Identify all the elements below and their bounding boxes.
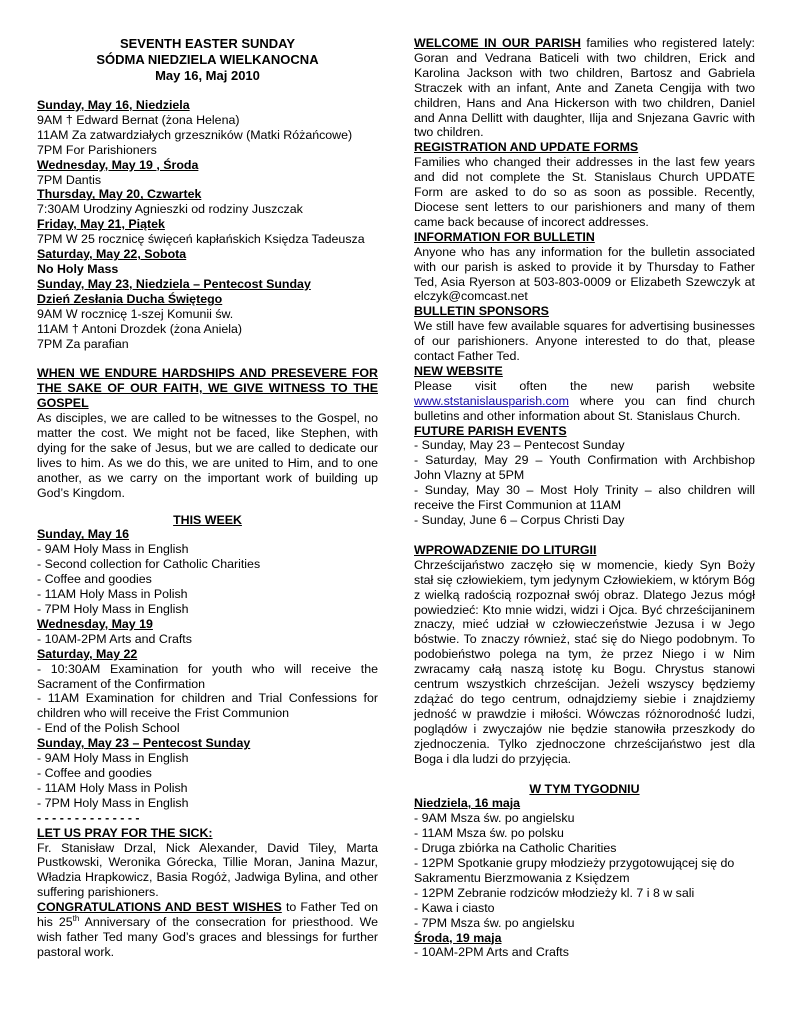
list-item: - 10AM-2PM Arts and Crafts: [414, 945, 569, 960]
list-item: - 9AM Msza św. po angielsku: [414, 811, 575, 826]
week-day-heading: Wednesday, May 19: [37, 616, 153, 631]
this-week-heading: THIS WEEK: [173, 512, 242, 527]
polish-week-heading: W TYM TYGODNIU: [529, 781, 640, 796]
header-line-2: SÓDMA NIEDZIELA WIELKANOCNA: [96, 52, 319, 67]
list-item: - 7PM Holy Mass in English: [37, 602, 189, 616]
week-day-heading: Sunday, May 23 – Pentecost Sunday: [37, 736, 251, 751]
mass-schedule: [37, 98, 378, 351]
list-item: - 9AM Holy Mass in English: [37, 751, 189, 766]
congrats-sup: th: [72, 913, 80, 923]
list-item: - 7PM Holy Mass in English: [37, 795, 189, 810]
week-day-list: [37, 751, 378, 811]
sponsors-heading: BULLETIN SPONSORS: [414, 304, 549, 319]
header-line-1: SEVENTH EASTER SUNDAY: [119, 36, 296, 51]
list-item: - 12PM Zebranie rodziców młodzieży kl. 7 i 8 w sali: [414, 885, 695, 900]
list-item: - Sunday, May 30 – Most Holy Trinity – also children will receive the First Communion at 11AM: [414, 483, 755, 513]
website-link[interactable]: www.ststanislausparish.com: [414, 393, 569, 408]
mass-entry: 9AM W rocznicę 1-szej Komunii św.: [37, 306, 234, 321]
registration-body: Families who changed their addresses in the last few years and did not complete the St. Stanislaus Church UPDATE Form are asked to do so as soon as possible. Recently, Diocese sent letters to our parishioners and many of them came back because of incorect addresses.: [414, 155, 755, 229]
list-item: - 11AM Holy Mass in Polish: [37, 587, 188, 602]
welcome-heading: WELCOME IN OUR PARISH: [414, 36, 581, 50]
list-item: - Sunday, May 23 – Pentecost Sunday: [414, 438, 625, 453]
congrats-paragraph: [37, 900, 378, 960]
left-column: [37, 36, 378, 960]
list-item: - Coffee and goodies: [37, 572, 152, 587]
events-heading: FUTURE PARISH EVENTS: [414, 423, 567, 438]
list-item: - End of the Polish School: [37, 721, 180, 736]
mass-entry: 7PM Dantis: [37, 172, 102, 187]
mass-entry: 11AM † Antoni Drozdek (żona Aniela): [37, 321, 243, 336]
mass-entry: 7:30AM Urodziny Agnieszki od rodziny Juszczak: [37, 202, 303, 217]
sick-body: Fr. Stanisław Drzal, Nick Alexander, David Tiley, Marta Pustkowski, Weronika Górecka, Tillie Moran, Janina Mazur, Władzia Hrapkowicz, Basia Rogóż, Jadwiga Bylina, and other suffering parishioners.: [37, 840, 378, 900]
mass-day-heading: Sunday, May 16, Niedziela: [37, 98, 190, 112]
mass-day-heading: Sunday, May 23, Niedziela – Pentecost Sunday: [37, 276, 311, 291]
reflection-body: As disciples, we are called to be witnesses to the Gospel, no matter the cost. We might not be faced, like Stephen, with dying for the sake of Jesus, but we are called to dedicate our lives to him. As we do this, we are united to Him, and to one another, as we carry on the important work of building up God’s Kingdom.: [37, 411, 378, 500]
website-text-1: Please visit often the new parish website: [414, 378, 755, 393]
week-day-list: [37, 632, 378, 647]
polish-day-heading: Środa, 19 maja: [414, 930, 502, 945]
list-item: - Sunday, June 6 – Corpus Christi Day: [414, 513, 625, 527]
mass-entry: 11AM Za zatwardziałych grzeszników (Matki Różańcowe): [37, 127, 353, 142]
bulletin-info-body: Anyone who has any information for the bulletin associated with our parish is asked to provide it by Thursday to Father Ted, Asia Ryerson at 503-803-0009 or Elizabeth Szewczyk at elczyk@comcast.net: [414, 244, 755, 304]
list-item: - Druga zbiórka na Catholic Charities: [414, 841, 617, 856]
week-day-list: [37, 542, 378, 617]
list-item: - 11AM Msza św. po polsku: [414, 826, 564, 841]
list-item: - Saturday, May 29 – Youth Confirmation with Archbishop John Vlazny at 5PM: [414, 453, 755, 483]
list-item: - Coffee and goodies: [37, 765, 152, 780]
events-list: [414, 438, 755, 527]
week-day-heading: Sunday, May 16: [37, 527, 130, 542]
congrats-heading: CONGRATULATIONS AND BEST WISHES: [37, 900, 282, 915]
list-item: - Second collection for Catholic Charities: [37, 557, 261, 572]
polish-day-list: [414, 811, 755, 930]
mass-entry: 7PM For Parishioners: [37, 142, 157, 157]
registration-heading: REGISTRATION AND UPDATE FORMS: [414, 140, 639, 155]
mass-day-heading: Friday, May 21, Piątek: [37, 217, 165, 232]
website-paragraph: [414, 379, 755, 424]
mass-day-heading: Thursday, May 20, Czwartek: [37, 187, 202, 202]
welcome-paragraph: [414, 36, 755, 140]
mass-day-heading: Saturday, May 22, Sobota: [37, 247, 187, 262]
polish-day-list: [414, 945, 755, 960]
congrats-text-1: to Father Ted on his 25: [37, 900, 378, 930]
reflection-heading: WHEN WE ENDURE HARDSHIPS AND PRESEVERE FOR THE SAKE OF OUR FAITH, WE GIVE WITNESS TO THE GOSPEL: [37, 366, 378, 411]
week-day-list: [37, 662, 378, 737]
list-item: - Kawa i ciasto: [414, 900, 495, 915]
list-item: - 12PM Spotkanie grupy młodzieży przygotowującej się do Sakramentu Bierzmowania z Księdzem: [414, 856, 735, 885]
sick-heading: LET US PRAY FOR THE SICK:: [37, 825, 213, 840]
website-text-2: where you can find church bulletins and other information about St. Stanislaus Church.: [414, 393, 755, 423]
bulletin-info-heading: INFORMATION FOR BULLETIN: [414, 229, 595, 244]
right-column: [414, 36, 755, 960]
liturgy-body: Chrześcijaństwo zaczęło się w momencie, kiedy Syn Boży stał się człowiekiem, tym jedynym Człowiekiem, w którym Bóg z wielką radością rozpoznał swój obraz. Dlatego Jezus mógł powiedzieć: Kto mnie widzi, widzi i Ojca. Być chrześcijaninem znaczy, mieć udział w człowieczeństwie Jezusa i w Jego bóstwie. To znaczy również, stać się do Niego podobnym. To podobieństwo polega na tym, że przez Niego i w Nim zwracamy całą naszą istotę ku Bogu. Chrystus stanowi centrum wszystkich chrześcijan. Jeżeli wszyscy będziemy zdążać do tego centrum, odnajdziemy siebie i znajdziemy jedność w prawdzie i miłości. Wówczas różnorodność ludzi, poglądów i zwyczajów nie będzie stanowiła przeszkody do zjednoczenia. Tylko zjednoczone chrześcijaństwo jest dla Boga i dla ludzi do przyjęcia.: [414, 557, 755, 766]
liturgy-heading: WPROWADZENIE DO LITURGII: [414, 542, 597, 557]
list-item: - 11AM Examination for children and Trial Confessions for children who will receive the Frist Communion: [37, 691, 378, 721]
mass-day-heading: Wednesday, May 19 , Środa: [37, 157, 199, 172]
list-item: - 9AM Holy Mass in English: [37, 542, 189, 557]
mass-entry: 7PM Za parafian: [37, 336, 129, 351]
week-day-heading: Saturday, May 22: [37, 646, 138, 661]
welcome-body: families who registered lately: Goran and Vedrana Baticeli with two children, Erick and Karolina Jackson with two children, Bartosz and Gabriela Straczek with an infant, Ante and Zaneta Cengija with two children, Hans and Ana Hickerson with two children, Daniel and Anna Dellitt with daughter, Ilija and Snjezana Gavric with two children.: [414, 36, 755, 140]
list-item: - 11AM Holy Mass in Polish: [37, 780, 188, 795]
mass-entry: 7PM W 25 rocznicę święceń kapłańskich Księdza Tadeusza: [37, 232, 365, 247]
mass-day-subheading: Dzień Zesłania Ducha Świętego: [37, 291, 223, 306]
sponsors-body: We still have few available squares for advertising businesses of our parishioners. Anyone interested to do that, please contact Father Ted.: [414, 319, 755, 364]
list-item: - 10AM-2PM Arts and Crafts: [37, 631, 192, 646]
divider: - - - - - - - - - - - - - -: [37, 810, 140, 825]
header-line-3: May 16, Maj 2010: [155, 68, 260, 83]
website-heading: NEW WEBSITE: [414, 363, 503, 378]
mass-entry: 9AM † Edward Bernat (żona Helena): [37, 112, 240, 127]
list-item: - 10:30AM Examination for youth who will receive the Sacrament of the Confirmation: [37, 661, 378, 691]
polish-day-heading: Niedziela, 16 maja: [414, 796, 521, 811]
congrats-text-2: Anniversary of the consecration for priesthood. We wish father Ted many God’s graces and blessings for further pastoral work.: [37, 915, 378, 959]
list-item: - 7PM Msza św. po angielsku: [414, 915, 575, 930]
mass-entry: No Holy Mass: [37, 261, 119, 276]
